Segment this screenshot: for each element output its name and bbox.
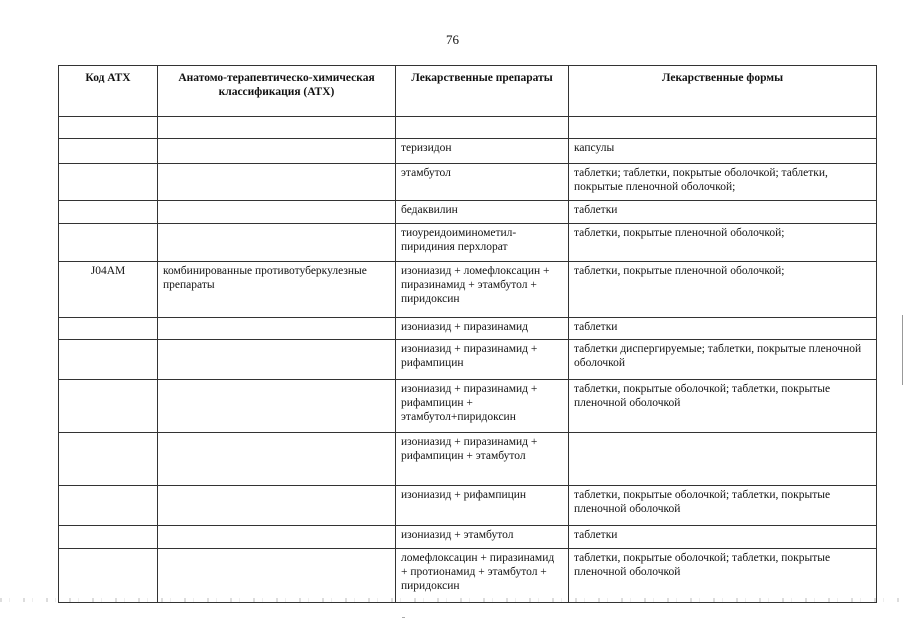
cell-code bbox=[59, 164, 158, 201]
scan-artifact bbox=[0, 598, 905, 602]
table-body bbox=[59, 117, 877, 603]
cell-code: J04AM bbox=[59, 262, 158, 318]
cell-drug: изониазид + пиразинамид + рифампицин bbox=[396, 340, 569, 380]
cell-classification bbox=[158, 380, 396, 433]
table-row bbox=[59, 139, 877, 164]
table-row bbox=[59, 262, 877, 318]
cell-code bbox=[59, 201, 158, 224]
cell-code bbox=[59, 139, 158, 164]
atx-table bbox=[58, 65, 877, 603]
table-row bbox=[59, 340, 877, 380]
cell-code bbox=[59, 340, 158, 380]
table-header bbox=[59, 66, 877, 117]
table-row bbox=[59, 224, 877, 262]
cell-forms: таблетки, покрытые оболочкой; таблетки, покрытые пленочной оболочкой bbox=[569, 549, 877, 603]
cell-drug: изониазид + пиразинамид bbox=[396, 318, 569, 340]
cell-drug: изониазид + рифампицин bbox=[396, 486, 569, 526]
cell-forms: таблетки, покрытые пленочной оболочкой; bbox=[569, 224, 877, 262]
cell-drug: изониазид + этамбутол bbox=[396, 526, 569, 549]
cell-code bbox=[59, 549, 158, 603]
cell-code bbox=[59, 318, 158, 340]
cell-forms bbox=[569, 117, 877, 139]
scan-artifact-edge bbox=[902, 315, 903, 385]
cell-forms: капсулы bbox=[569, 139, 877, 164]
cell-code bbox=[59, 486, 158, 526]
cell-forms: таблетки; таблетки, покрытые оболочкой; таблетки, покрытые пленочной оболочкой; bbox=[569, 164, 877, 201]
cell-drug: теризидон bbox=[396, 139, 569, 164]
cell-code bbox=[59, 380, 158, 433]
cell-classification bbox=[158, 340, 396, 380]
scan-artifact-dot bbox=[402, 617, 405, 618]
cell-code bbox=[59, 224, 158, 262]
cell-forms: таблетки диспергируемые; таблетки, покрытые пленочной оболочкой bbox=[569, 340, 877, 380]
cell-forms: таблетки, покрытые оболочкой; таблетки, покрытые пленочной оболочкой bbox=[569, 486, 877, 526]
cell-drug: бедаквилин bbox=[396, 201, 569, 224]
cell-code bbox=[59, 526, 158, 549]
cell-classification bbox=[158, 164, 396, 201]
cell-classification bbox=[158, 224, 396, 262]
cell-classification bbox=[158, 549, 396, 603]
cell-code bbox=[59, 117, 158, 139]
header-forms: Лекарственные формы bbox=[569, 66, 877, 117]
cell-forms: таблетки, покрытые пленочной оболочкой; bbox=[569, 262, 877, 318]
cell-drug: изониазид + пиразинамид + рифампицин + этамбутол+пиридоксин bbox=[396, 380, 569, 433]
cell-drug: тиоуреидоиминометил-пиридиния перхлорат bbox=[396, 224, 569, 262]
table-row bbox=[59, 164, 877, 201]
cell-forms: таблетки bbox=[569, 318, 877, 340]
cell-classification bbox=[158, 526, 396, 549]
table-row bbox=[59, 526, 877, 549]
header-classification: Анатомо-терапевтическо-химическая классификация (АТХ) bbox=[158, 66, 396, 117]
cell-code bbox=[59, 433, 158, 486]
cell-forms: таблетки bbox=[569, 526, 877, 549]
cell-classification bbox=[158, 486, 396, 526]
table-row bbox=[59, 117, 877, 139]
cell-classification bbox=[158, 318, 396, 340]
cell-forms: таблетки, покрытые оболочкой; таблетки, покрытые пленочной оболочкой bbox=[569, 380, 877, 433]
cell-drug: ломефлоксацин + пиразинамид + протионамид + этамбутол + пиридоксин bbox=[396, 549, 569, 603]
cell-classification bbox=[158, 117, 396, 139]
cell-forms: таблетки bbox=[569, 201, 877, 224]
cell-drug: изониазид + ломефлоксацин + пиразинамид + этамбутол + пиридоксин bbox=[396, 262, 569, 318]
cell-drug bbox=[396, 117, 569, 139]
cell-forms bbox=[569, 433, 877, 486]
table-row bbox=[59, 380, 877, 433]
table-row bbox=[59, 486, 877, 526]
header-drugs: Лекарственные препараты bbox=[396, 66, 569, 117]
cell-classification: комбинированные противотуберкулезные препараты bbox=[158, 262, 396, 318]
cell-classification bbox=[158, 433, 396, 486]
cell-classification bbox=[158, 201, 396, 224]
cell-classification bbox=[158, 139, 396, 164]
cell-drug: изониазид + пиразинамид + рифампицин + этамбутол bbox=[396, 433, 569, 486]
header-code: Код АТХ bbox=[59, 66, 158, 117]
table-row bbox=[59, 318, 877, 340]
table-row bbox=[59, 433, 877, 486]
table-row bbox=[59, 201, 877, 224]
cell-drug: этамбутол bbox=[396, 164, 569, 201]
page-number: 76 bbox=[446, 32, 459, 47]
table-row bbox=[59, 549, 877, 603]
